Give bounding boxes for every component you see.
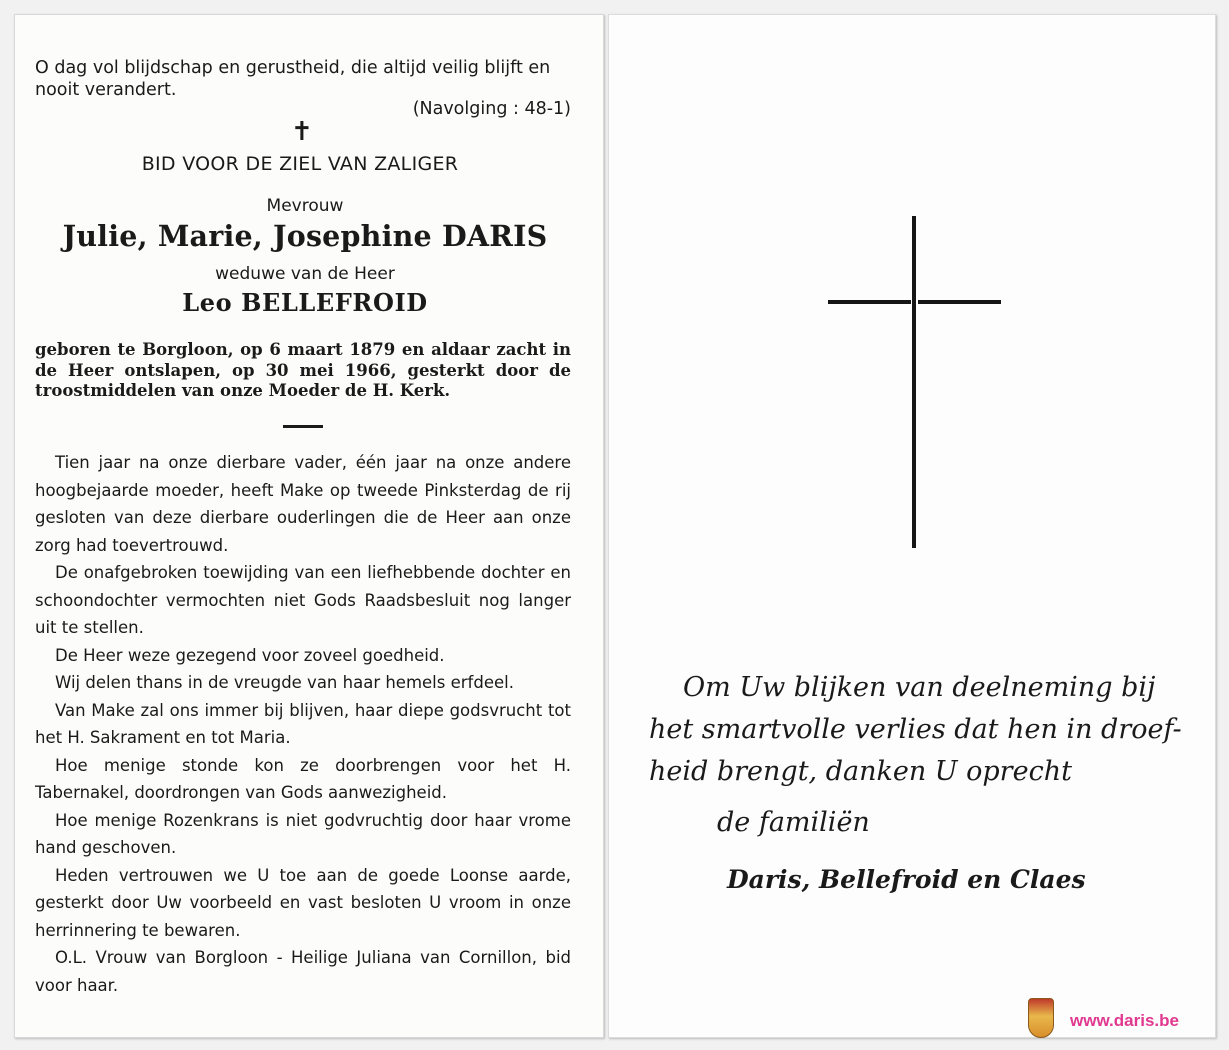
paragraph: Hoe menige Rozenkrans is niet godvruchtig door haar vrome hand geschoven.	[35, 810, 571, 857]
family-names: Daris, Bellefroid en Claes	[727, 865, 1086, 894]
large-cross-arm-right	[918, 300, 1001, 304]
thanks-line: Om Uw blijken van deelneming bij	[683, 672, 1156, 703]
paragraph: Tien jaar na onze dierbare vader, één jaar na onze andere hoogbejaarde moeder, heeft Make op tweede Pinksterdag de rij gesloten van deze dierbare ouderlingen die de Heer aan onze zorg had toevertrouwd.	[35, 453, 571, 555]
memorial-card-right	[608, 14, 1216, 1038]
paragraph: Hoe menige stonde kon ze doorbrengen voor het H. Tabernakel, doordrongen van Gods aanwezigheid.	[35, 755, 571, 802]
opening-quote: O dag vol blijdschap en gerustheid, die altijd veilig blijft en nooit verandert.	[35, 58, 551, 100]
memorial-card-left	[14, 14, 604, 1038]
widow-line: weduwe van de Heer	[215, 264, 395, 284]
birth-death-details: geboren te Borgloon, op 6 maart 1879 en aldaar zacht in de Heer ontslapen, op 30 mei 1966, gesterkt door de troostmiddelen van onze Moeder de H. Kerk.	[35, 340, 571, 400]
website-link[interactable]: www.daris.be	[1070, 1011, 1179, 1030]
cross-icon: ✝	[291, 117, 313, 147]
memorial-text	[35, 449, 571, 999]
prayer-heading: BID VOOR DE ZIEL VAN ZALIGER	[141, 153, 459, 175]
paragraph: Van Make zal ons immer bij blijven, haar diepe godsvrucht tot het H. Sakrament en tot Maria.	[35, 700, 571, 747]
families-intro: de familiën	[717, 807, 870, 838]
paragraph: Wij delen thans in de vreugde van haar hemels erfdeel.	[55, 673, 514, 692]
husband-name: Leo BELLEFROID	[182, 288, 428, 317]
large-cross-arm-left	[828, 300, 911, 304]
large-cross-icon	[912, 216, 916, 548]
coat-of-arms-icon	[1028, 998, 1054, 1038]
thanks-line: het smartvolle verlies dat hen in droef-	[649, 714, 1182, 745]
paragraph: Heden vertrouwen we U toe aan de goede Loonse aarde, gesterkt door Uw voorbeeld en vast besloten U vroom in onze herrinnering te bewaren.	[35, 865, 571, 940]
thank-you-message	[649, 667, 1189, 793]
deceased-name: Julie, Marie, Josephine DARIS	[62, 219, 548, 253]
thanks-line: heid brengt, danken U oprecht	[649, 756, 1072, 787]
paragraph: O.L. Vrouw van Borgloon - Heilige Juliana van Cornillon, bid voor haar.	[35, 948, 571, 995]
divider	[283, 425, 323, 428]
quote-reference: (Navolging : 48-1)	[412, 99, 571, 119]
honorific: Mevrouw	[266, 196, 344, 216]
paragraph: De Heer weze gezegend voor zoveel goedheid.	[55, 645, 445, 665]
paragraph: De onafgebroken toewijding van een liefhebbende dochter en schoondochter vermochten niet Gods Raadsbesluit nog langer uit te stellen.	[35, 563, 571, 637]
